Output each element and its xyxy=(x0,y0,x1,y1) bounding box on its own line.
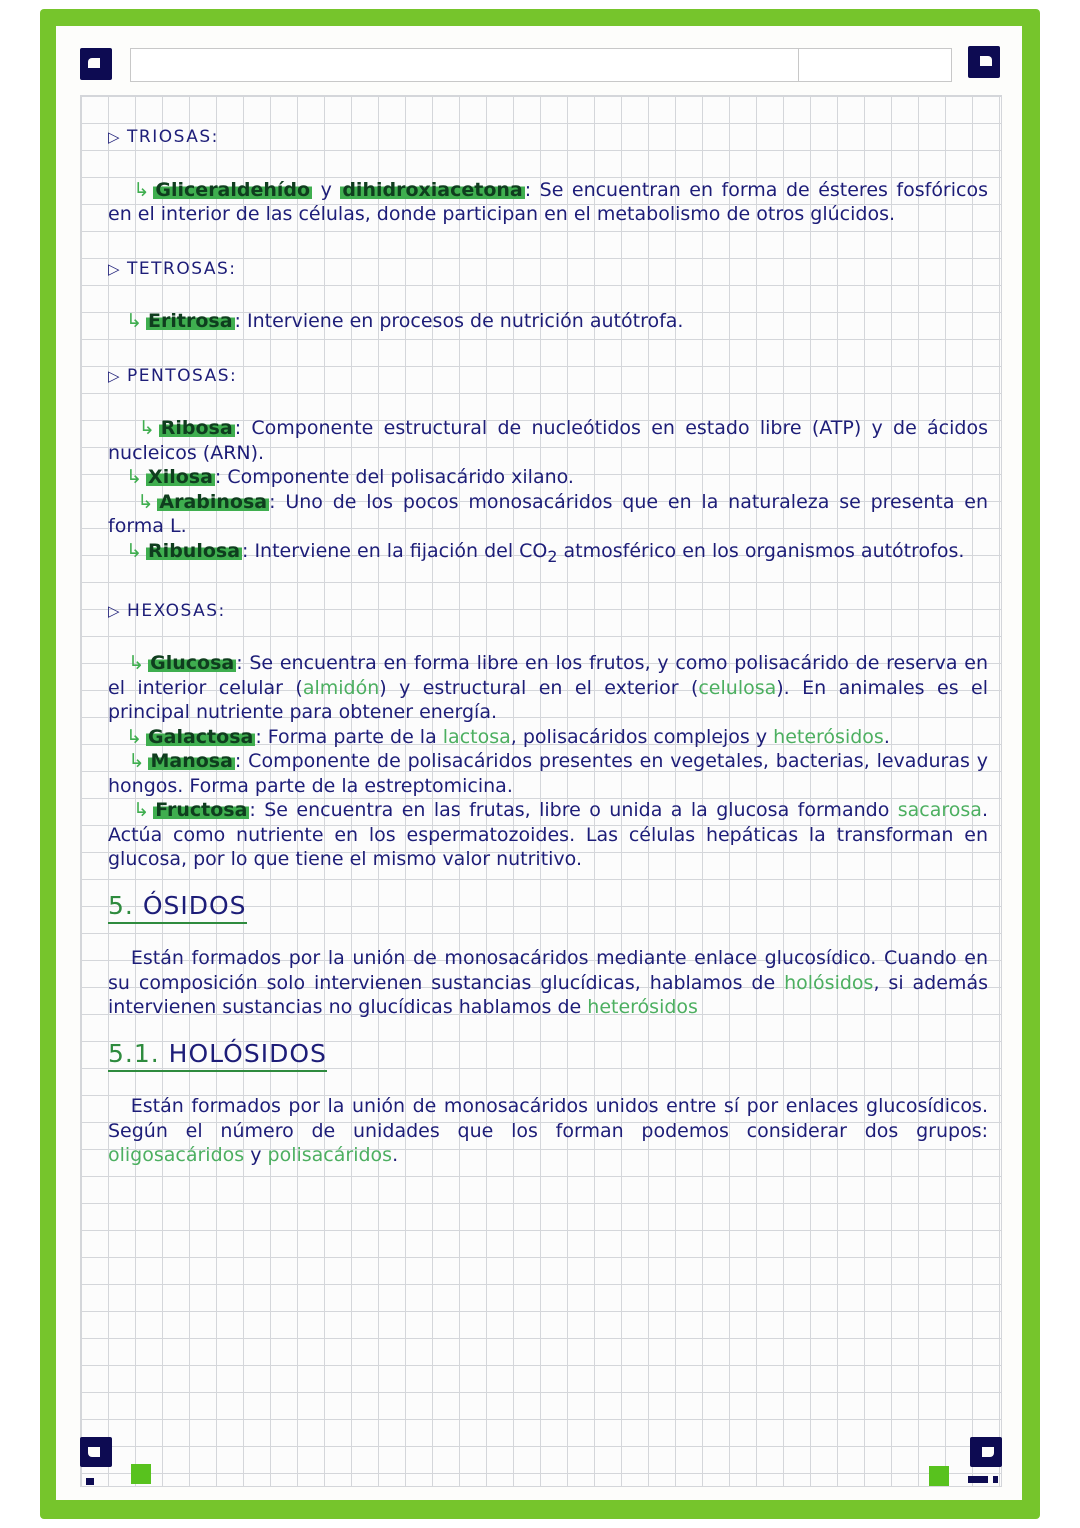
corner-mark-icon xyxy=(80,1437,112,1467)
notes-content xyxy=(108,125,988,1168)
item-arabinosa: ↳ Arabinosa : Uno de los pocos monosacáridos que en la naturaleza se presenta en forma L. xyxy=(108,490,989,537)
term-highlight: Glucosa xyxy=(150,652,235,675)
arrow-icon: ↳ xyxy=(137,490,154,513)
term-highlight: Ribosa xyxy=(160,417,233,439)
triangle-bullet-icon: ▷ xyxy=(108,259,122,278)
corner-dot-icon xyxy=(993,1476,998,1483)
arrow-icon: ↳ xyxy=(133,178,150,201)
green-keyword: polisacáridos xyxy=(267,1144,393,1167)
item-manosa: ↳ Manosa : Componente de polisacáridos presentes en vegetales, bacterias, levaduras y hongos. Forma parte de la estreptomicina. xyxy=(108,750,988,797)
arrow-icon: ↳ xyxy=(126,539,143,562)
corner-mark-icon xyxy=(80,48,112,80)
heading-hexosas: ▷ HEXOSAS: xyxy=(108,600,226,621)
corner-dot-icon xyxy=(86,1478,94,1485)
term-highlight: Xilosa xyxy=(148,466,213,488)
green-square-icon xyxy=(929,1466,949,1486)
triangle-bullet-icon: ▷ xyxy=(108,601,122,620)
green-keyword: heterósidos xyxy=(587,996,698,1019)
title-box xyxy=(130,48,952,82)
item-glucosa: ↳ Glucosa : Se encuentra en forma libre en los frutos, y como polisacárido de reserva en el interior celular (almidón) y estructural en el exterior (celulosa). En animales es el principal nutriente para obtener energía. xyxy=(108,652,988,724)
green-keyword: holósidos xyxy=(784,971,874,994)
term-highlight: Manosa xyxy=(150,750,233,773)
item-ribosa: ↳ Ribosa : Componente estructural de nucleótidos en estado libre (ATP) y de ácidos nucleicos (ARN). xyxy=(108,417,988,464)
arrow-icon: ↳ xyxy=(126,310,143,332)
green-keyword: lactosa xyxy=(442,725,511,748)
heading-tetrosas: ▷ TETROSAS: xyxy=(108,258,237,279)
heading-triosas: ▷ TRIOSAS: xyxy=(108,127,219,147)
green-keyword: oligosacáridos xyxy=(108,1144,245,1167)
triangle-bullet-icon: ▷ xyxy=(108,128,122,146)
green-keyword: sacarosa xyxy=(897,799,982,822)
item-fructosa: ↳ Fructosa : Se encuentra en las frutas, libre o unida a la glucosa formando sacarosa. Actúa como nutriente en los espermatozoides. Las células hepáticas la transforman en glucosa, por lo que tiene el mismo valor nutritivo. xyxy=(108,799,988,871)
paragraph-osidos: Están formados por la unión de monosacáridos mediante enlace glucosídico. Cuando en su composición solo intervienen sustancias glucídicas, hablamos de holósidos, si además intervienen sustancias no glucídicas hablamos de heterósidos xyxy=(108,947,988,1019)
paragraph-holosidos: Están formados por la unión de monosacáridos unidos entre sí por enlaces glucosídicos. Según el número de unidades que los forman podemos considerar dos grupos: oligosacáridos y polisacáridos. xyxy=(108,1095,988,1167)
term-highlight: dihidroxiacetona xyxy=(342,178,523,201)
green-keyword: almidón xyxy=(302,676,380,699)
arrow-icon: ↳ xyxy=(126,466,143,488)
term-highlight: Ribulosa xyxy=(148,539,241,562)
title-box-divider xyxy=(798,49,799,81)
term-highlight: Arabinosa xyxy=(159,490,268,513)
section-title-osidos: 5. ÓSIDOS xyxy=(108,894,247,925)
corner-dash-icon xyxy=(968,1476,988,1483)
arrow-icon: ↳ xyxy=(128,652,145,675)
triangle-bullet-icon: ▷ xyxy=(108,366,122,385)
term-highlight: Gliceraldehído xyxy=(155,178,311,201)
arrow-icon: ↳ xyxy=(133,799,150,822)
corner-mark-icon xyxy=(970,1437,1002,1467)
term-highlight: Eritrosa xyxy=(148,310,233,332)
arrow-icon: ↳ xyxy=(138,417,155,439)
green-keyword: celulosa xyxy=(698,676,777,699)
item-eritrosa: ↳ Eritrosa : Interviene en procesos de nutrición autótrofa. xyxy=(126,310,684,332)
term-highlight: Fructosa xyxy=(155,799,248,822)
arrow-icon: ↳ xyxy=(126,725,143,748)
item-ribulosa: ↳ Ribulosa : Interviene en la fijación del $CO_2$ atmosférico en los organismos autótrofos. xyxy=(126,539,965,566)
section-title-holosidos: 5.1. HOLÓSIDOS xyxy=(108,1042,327,1073)
item-galactosa: ↳ Galactosa : Forma parte de la lactosa, polisacáridos complejos y heterósidos. xyxy=(126,725,890,748)
green-keyword: heterósidos xyxy=(773,725,884,748)
item-xilosa: ↳ Xilosa : Componente del polisacárido xilano. xyxy=(126,466,574,488)
heading-pentosas: ▷ PENTOSAS: xyxy=(108,365,238,386)
corner-mark-icon xyxy=(968,46,1000,78)
term-highlight: Galactosa xyxy=(148,725,254,748)
item-gliceraldehido: ↳ Gliceraldehído y dihidroxiacetona : Se encuentran en forma de ésteres fosfóricos en el interior de las células, donde participan en el metabolismo de otros glúcidos. xyxy=(108,178,988,225)
arrow-icon: ↳ xyxy=(128,750,145,773)
green-square-icon xyxy=(131,1464,151,1484)
